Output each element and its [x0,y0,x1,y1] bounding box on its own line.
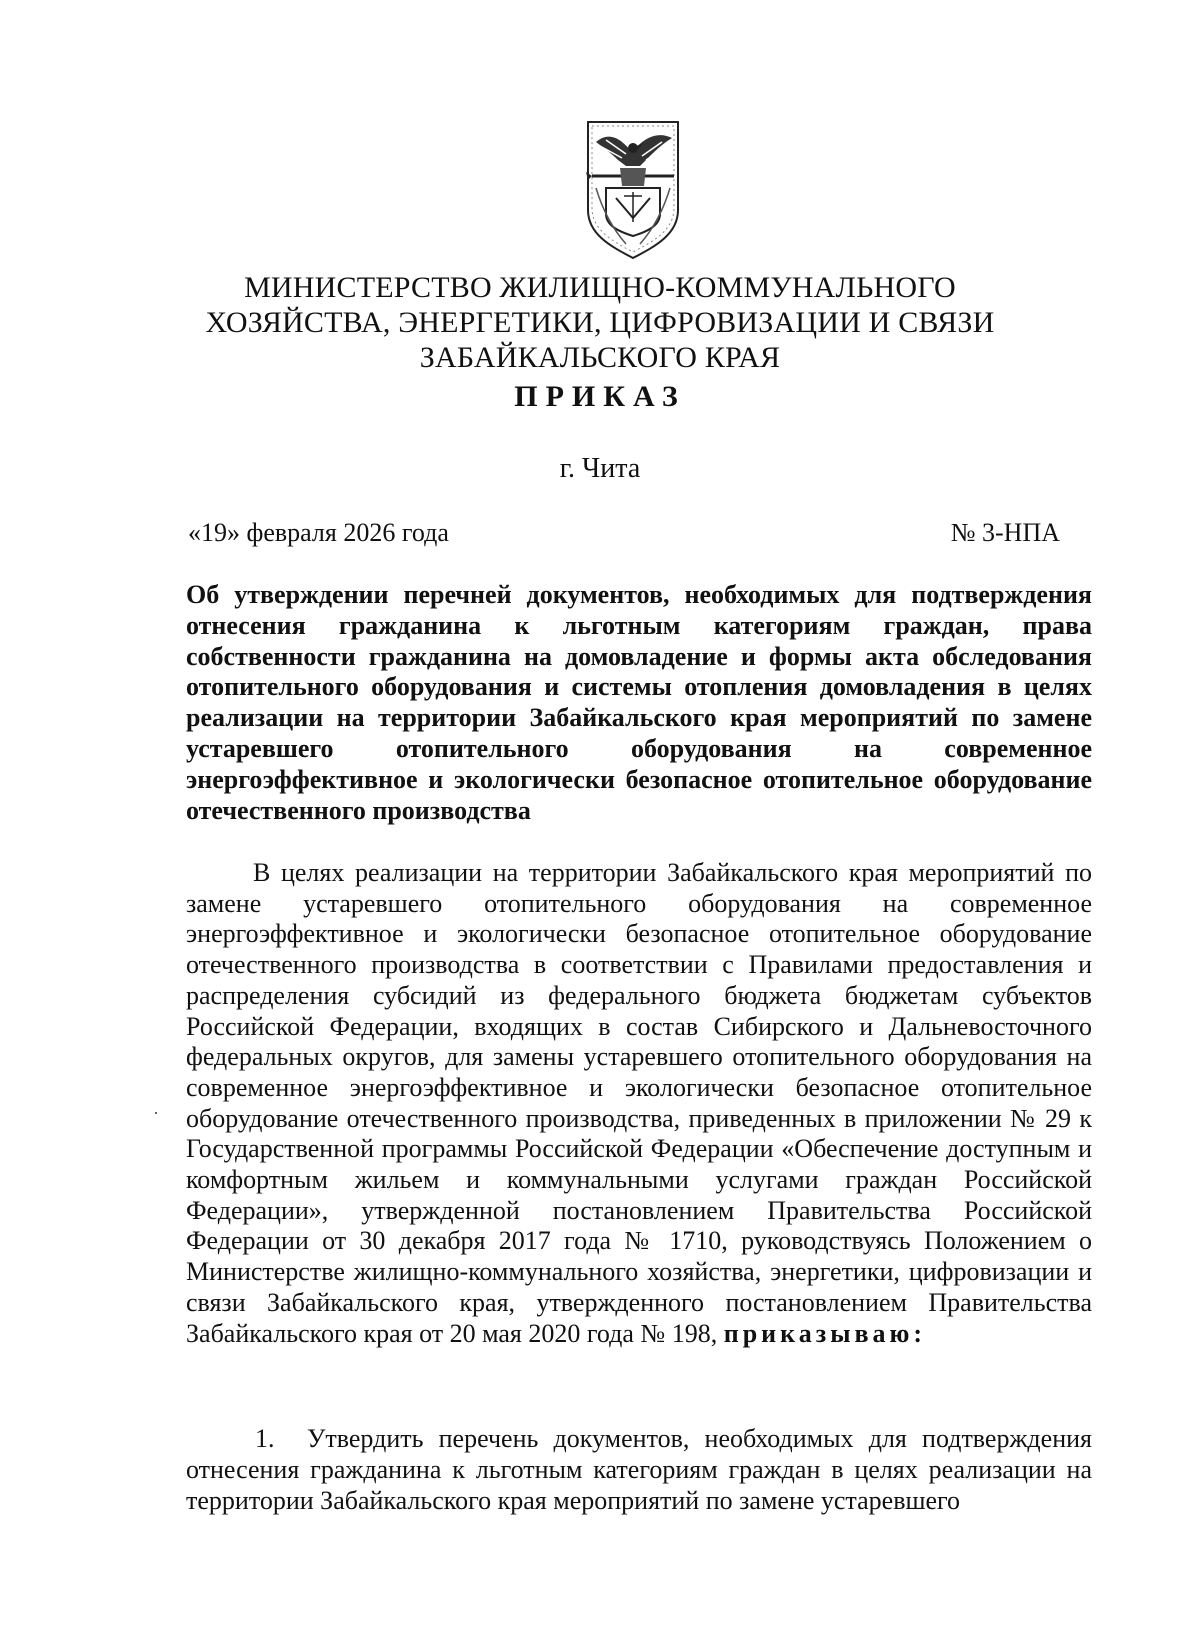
scan-artifact-dot [155,1112,157,1114]
ministry-name-line-1: МИНИСТЕРСТВО ЖИЛИЩНО-КОММУНАЛЬНОГО [244,271,956,304]
order-verb: приказываю: [723,1318,927,1348]
document-title: Об утверждении перечней документов, необходимых для подтверждения отнесения гражданина к льготным категориям граждан, права собственности гражданина на домовладение и формы акта обследования отопительного оборудования и системы отопления домовладения в целях реализации на территории Забайкальского края мероприятий по замене устаревшего отопительного оборудования на современное энергоэффективное и экологически безопасное отопительное оборудование отечественного производства [186,580,1092,825]
document-type-heading: ПРИКАЗ [514,380,686,413]
document-date: «19» февраля 2026 года [188,518,449,547]
item-text: Утвердить перечень документов, необходимых для подтверждения отнесения гражданина к льготным категориям граждан в целях реализации на территории Забайкальского края мероприятий по замене устаревшего [186,1424,1092,1515]
item-number: 1. [255,1424,275,1453]
ministry-name-line-3: ЗАБАЙКАЛЬСКОГО КРАЯ [419,341,781,374]
document-number: № 3-НПА [950,518,1060,547]
order-item-1 [186,1423,1092,1516]
ministry-name-line-2: ХОЗЯЙСТВА, ЭНЕРГЕТИКИ, ЦИФРОВИЗАЦИИ И СВЯЗИ [205,306,995,339]
city-label: г. Чита [559,453,641,484]
coat-of-arms-emblem [582,118,684,260]
ministry-name [150,270,1050,375]
preamble-paragraph [186,858,1092,1349]
preamble-text: В целях реализации на территории Забайкальского края мероприятий по замене устаревшего отопительного оборудования на современное энергоэффективное и экологически безопасное отопительное оборудование отечественного производства в соответствии с Правилами предоставления и распределения субсидий из федерального бюджета бюджетам субъектов Российской Федерации, входящих в состав Сибирского и Дальневосточного федеральных округов, для замены устаревшего отопительного оборудования на современное энергоэффективное и экологически безопасное отопительное оборудование отечественного производства, приведенных в приложении № 29 к Государственной программы Российской Федерации «Обеспечение доступным и комфортным жильем и коммунальными услугами граждан Российской Федерации», утвержденной постановлением Правительства Российской Федерации от 30 декабря 2017 года № 1710, руководствуясь Положением о Министерстве жилищно-коммунального хозяйства, энергетики, цифровизации и связи Забайкальского края, утвержденного постановлением Правительства Забайкальского края от 20 мая 2020 года № 198, [186,858,1092,1348]
